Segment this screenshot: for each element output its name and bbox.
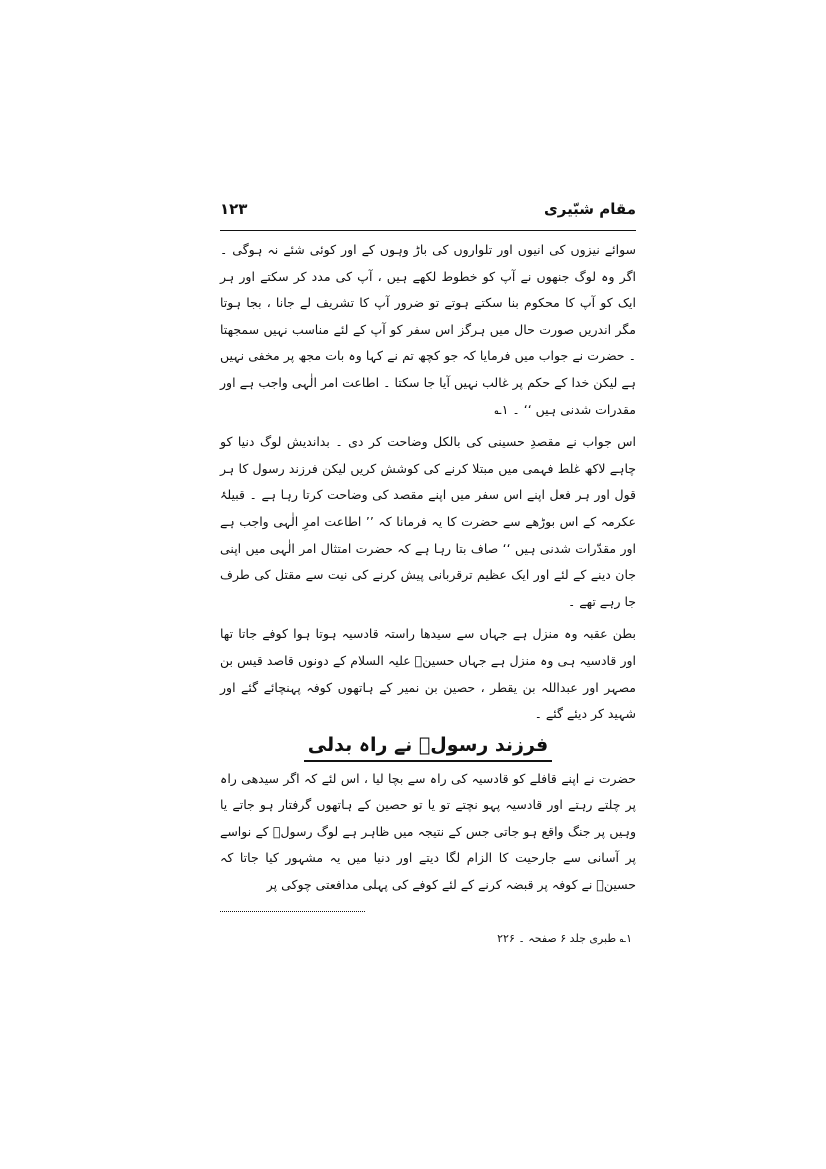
page-number: ۱۲۳ xyxy=(220,200,248,218)
running-title: مقام شبّیری xyxy=(543,200,636,218)
footnote: ۱؎ طبری جلد ۶ صفحہ ۔ ۲۲۶ xyxy=(497,931,632,945)
paragraph-2: اس جواب نے مقصدِ حسینی کی بالکل وضاحت کر دی ۔ بداندیش لوگ دنیا کو چاہے لاکھ غلط فہمی میں مبتلا کرنے کی کوشش کریں لیکن فرزند رسول کا ہر قول اور ہر فعل اپنے اس سفر میں اپنے مقصد کی وضاحت کرتا رہا ہے ۔ قبیلۂ عکرمہ کے اس بوڑھے سے حضرت کا یہ فرمانا کہ ’’ اطاعت امرِ الٰہی واجب ہے اور مقدّرات شدنی ہیں ‘‘ صاف بتا رہا ہے کہ حضرت امتثال امر الٰہی میں اپنی جان دینے کے لئے اور ایک عظیم ترقربانی پیش کرنے کی نیت سے مقتل کی طرف جا رہے تھے ۔ xyxy=(220,434,636,609)
footnote-separator-row xyxy=(220,911,636,912)
document-page xyxy=(220,200,636,945)
header-rule xyxy=(220,230,636,231)
page-header xyxy=(220,200,636,230)
paragraph-1: سوائے نیزوں کی انیوں اور تلواروں کی باڑ وہوں کے اور کوئی شئے نہ ہوگی ۔ اگر وہ لوگ جنھوں نے آپ کو خطوط لکھے ہیں ، آپ کی مدد کر سکتے اور ہر ایک کو آپ کا محکوم بنا سکتے ہوتے تو ضرور آپ کا تشریف لے جانا ، بجا ہوتا مگر اندریں صورت حال میں ہرگز اس سفر کو آپ کے لئے مناسب نہیں سمجھتا ۔ حضرت نے جواب میں فرمایا کہ جو کچھ تم نے کہا وہ بات مجھ پر مخفی نہیں ہے لیکن خدا کے حکم پر غالب نہیں آیا جا سکتا ۔ اطاعت امر الٰہی واجب ہے اور مقدرات شدنی ہیں ‘‘ ۔ ۱؎ xyxy=(220,242,636,417)
section-heading-wrap xyxy=(220,730,636,762)
footnote-separator xyxy=(220,911,365,912)
section-heading: فرزند رسولؐ نے راہ بدلی xyxy=(304,730,553,762)
paragraph-3: بطن عقبہ وہ منزل ہے جہاں سے سیدھا راستہ قادسیہ ہوتا ہوا کوفے جاتا تھا اور قادسیہ ہی وہ منزل ہے جہاں حسینؑ علیہ السلام کے دونوں قاصد قیس بن مصہر اور عبداللہ بن یقطر ، حصین بن نمیر کے ہاتھوں کوفہ پہنچائے گئے اور شہید کر دیئے گئے ۔ xyxy=(220,626,636,722)
paragraph-4: حضرت نے اپنے قافلے کو قادسیہ کی راہ سے بچا لیا ، اس لئے کہ اگر سیدھی راہ پر چلتے رہتے اور قادسیہ پہو نچتے تو یا تو حصین کے ہاتھوں گرفتار ہو جاتے یا وہیں پر جنگ واقع ہو جاتی جس کے نتیجہ میں ظاہر ہے لوگ رسولؐ کے نواسے پر آسانی سے جارحیت کا الزام لگا دیتے اور دنیا میں یہ مشہور کیا جاتا کہ حسینؑ نے کوفہ پر قبضہ کرنے کے لئے کوفے کی پہلی مدافعتی چوکی پر xyxy=(220,770,636,893)
